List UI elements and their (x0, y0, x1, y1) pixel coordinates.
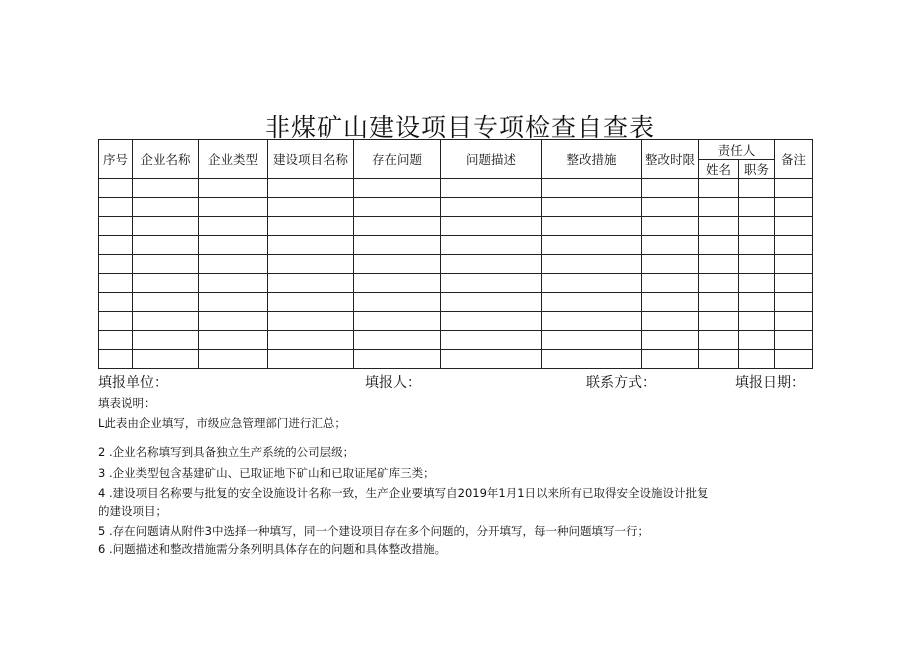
fill-date-label: 填报日期： (735, 375, 805, 391)
table-cell (354, 312, 441, 331)
page-title: 非煤矿山建设项目专项检查自查表 (264, 113, 655, 142)
table-cell (775, 198, 813, 217)
table-cell (699, 350, 739, 369)
header-seq: 序号 (99, 140, 133, 179)
table-cell (268, 236, 354, 255)
table-cell (542, 312, 642, 331)
table-cell (775, 293, 813, 312)
table-cell (354, 236, 441, 255)
table-row (99, 217, 813, 236)
table-cell (99, 293, 133, 312)
table-cell (133, 255, 199, 274)
table-cell (642, 198, 699, 217)
table-cell (642, 350, 699, 369)
table-cell (199, 179, 268, 198)
table-cell (699, 217, 739, 236)
table-cell (99, 236, 133, 255)
table-cell (441, 217, 542, 236)
table-row (99, 293, 813, 312)
header-desc: 问题描述 (441, 140, 542, 179)
table-cell (739, 179, 775, 198)
table-cell (441, 198, 542, 217)
table-cell (775, 331, 813, 350)
table-cell (542, 331, 642, 350)
table-cell (268, 350, 354, 369)
table-cell (133, 217, 199, 236)
table-cell (441, 179, 542, 198)
table-cell (739, 274, 775, 293)
table-cell (739, 331, 775, 350)
table-cell (199, 350, 268, 369)
table-cell (642, 255, 699, 274)
header-responsible: 责任人 (699, 140, 775, 160)
table-cell (99, 255, 133, 274)
table-cell (441, 312, 542, 331)
table-cell (699, 255, 739, 274)
table-cell (642, 179, 699, 198)
table-cell (133, 312, 199, 331)
table-row (99, 350, 813, 369)
table-cell (542, 236, 642, 255)
table-cell (739, 350, 775, 369)
table-cell (699, 331, 739, 350)
table-cell (199, 198, 268, 217)
table-cell (199, 236, 268, 255)
table-cell (133, 274, 199, 293)
table-cell (133, 331, 199, 350)
table-cell (354, 274, 441, 293)
table-cell (542, 179, 642, 198)
header-company: 企业名称 (133, 140, 199, 179)
header-type: 企业类型 (199, 140, 268, 179)
table-cell (99, 198, 133, 217)
table-cell (441, 350, 542, 369)
fill-contact-label: 联系方式： (586, 375, 656, 391)
instruction-item: 6 .问题描述和整改措施需分条列明具体存在的问题和具体整改措施。 (98, 542, 447, 556)
instruction-item: 的建设项目； (98, 504, 167, 518)
table-cell (268, 331, 354, 350)
table-cell (268, 293, 354, 312)
fill-unit-label: 填报单位： (98, 375, 168, 391)
table-cell (642, 331, 699, 350)
table-cell (441, 274, 542, 293)
table-cell (268, 198, 354, 217)
table-cell (775, 312, 813, 331)
table-cell (542, 217, 642, 236)
table-cell (739, 255, 775, 274)
instruction-item: L此表由企业填写，市级应急管理部门进行汇总； (98, 416, 346, 430)
table-cell (699, 274, 739, 293)
table-cell (542, 198, 642, 217)
table-cell (99, 312, 133, 331)
table-cell (133, 198, 199, 217)
table-cell (133, 350, 199, 369)
table-cell (739, 293, 775, 312)
table-cell (199, 274, 268, 293)
table-cell (268, 217, 354, 236)
header-project: 建设项目名称 (268, 140, 354, 179)
table-cell (99, 350, 133, 369)
table-cell (354, 350, 441, 369)
table-cell (99, 179, 133, 198)
instruction-item: 5 .存在问题请从附件3中选择一种填写，同一个建设项目存在多个问题的，分开填写，每一种问题填写一行； (98, 524, 649, 538)
table-cell (739, 312, 775, 331)
table-cell (739, 217, 775, 236)
table-cell (99, 217, 133, 236)
self-check-table (98, 139, 813, 369)
table-cell (199, 293, 268, 312)
table-cell (542, 274, 642, 293)
table-cell (133, 236, 199, 255)
table-cell (642, 236, 699, 255)
table-cell (542, 255, 642, 274)
table-row (99, 312, 813, 331)
table-cell (199, 331, 268, 350)
table-cell (99, 274, 133, 293)
instruction-item: 3 .企业类型包含基建矿山、已取证地下矿山和已取证尾矿库三类； (98, 466, 435, 480)
table-cell (642, 293, 699, 312)
table-row (99, 198, 813, 217)
table-cell (699, 198, 739, 217)
table-cell (268, 255, 354, 274)
table-cell (441, 255, 542, 274)
table-cell (354, 179, 441, 198)
table-cell (441, 293, 542, 312)
table-row (99, 255, 813, 274)
instruction-item: 4 .建设项目名称要与批复的安全设施设计名称一致，生产企业要填写自2019年1月1日以来所有已取得安全设施设计批复 (98, 486, 709, 500)
fill-person-label: 填报人： (365, 375, 421, 391)
table-cell (99, 331, 133, 350)
table-row (99, 274, 813, 293)
table-cell (133, 293, 199, 312)
header-remark: 备注 (775, 140, 813, 179)
instruction-item: 2 .企业名称填写到具备独立生产系统的公司层级； (98, 445, 355, 459)
table-cell (542, 293, 642, 312)
table-cell (354, 255, 441, 274)
table-cell (699, 236, 739, 255)
table-cell (642, 312, 699, 331)
table-row (99, 331, 813, 350)
table-cell (739, 198, 775, 217)
table-cell (739, 236, 775, 255)
table-cell (441, 236, 542, 255)
table-cell (441, 331, 542, 350)
header-position: 职务 (739, 160, 775, 179)
table-cell (699, 179, 739, 198)
table-cell (775, 217, 813, 236)
table-cell (354, 293, 441, 312)
table-cell (133, 179, 199, 198)
table-cell (354, 198, 441, 217)
table-cell (775, 274, 813, 293)
table-cell (542, 350, 642, 369)
table-cell (268, 179, 354, 198)
table-cell (354, 331, 441, 350)
table-cell (699, 312, 739, 331)
table-cell (268, 274, 354, 293)
header-deadline: 整改时限 (642, 140, 699, 179)
header-measure: 整改措施 (542, 140, 642, 179)
table-cell (642, 274, 699, 293)
instructions-heading: 填表说明： (98, 396, 156, 410)
table-cell (775, 236, 813, 255)
table-cell (199, 312, 268, 331)
header-issue: 存在问题 (354, 140, 441, 179)
table-cell (642, 217, 699, 236)
table-row (99, 179, 813, 198)
table-cell (775, 255, 813, 274)
header-name: 姓名 (699, 160, 739, 179)
table-cell (199, 217, 268, 236)
table-cell (775, 179, 813, 198)
table-cell (199, 255, 268, 274)
table-row (99, 236, 813, 255)
table-cell (775, 350, 813, 369)
table-cell (354, 217, 441, 236)
table-cell (268, 312, 354, 331)
table-cell (699, 293, 739, 312)
